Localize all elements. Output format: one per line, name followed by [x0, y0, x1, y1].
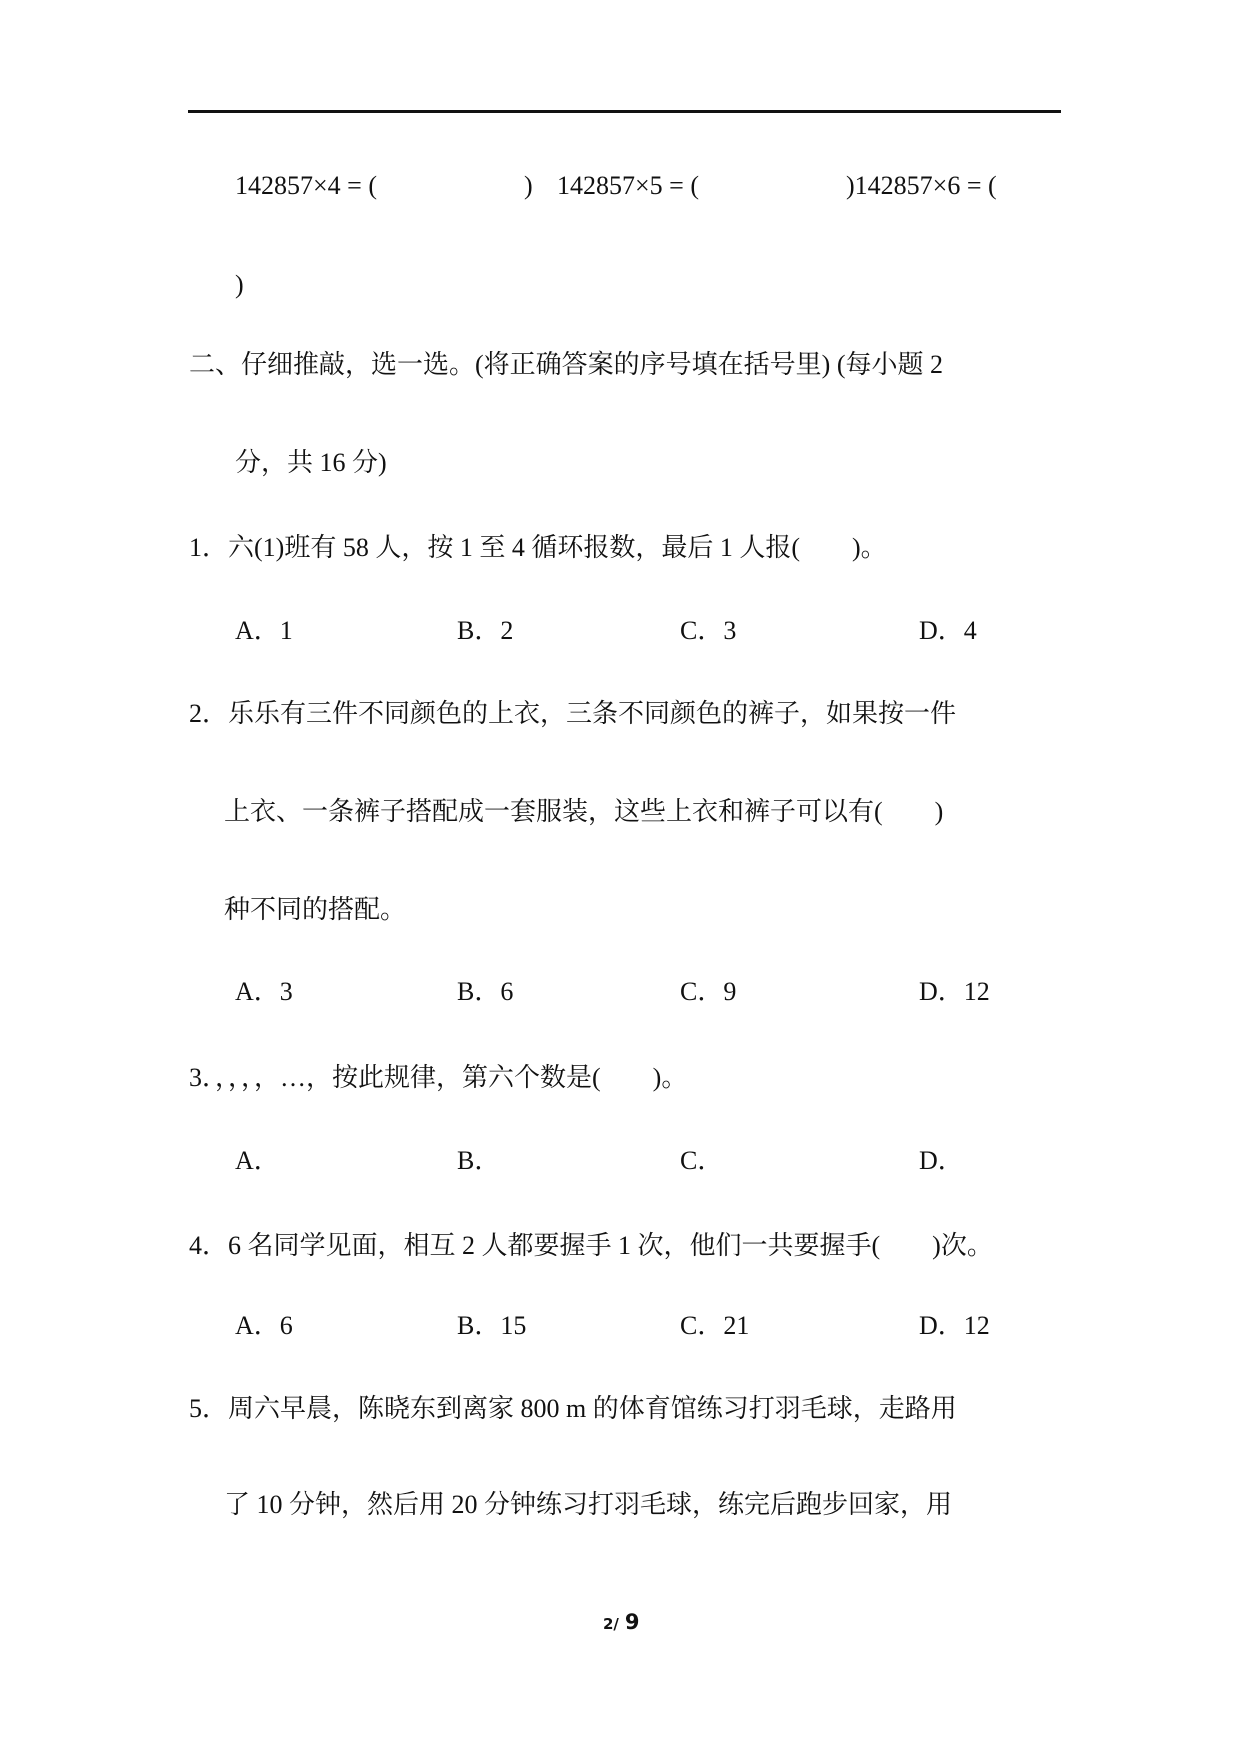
option-a: A．1: [235, 616, 293, 645]
equation-3: )142857×6 = (: [846, 171, 997, 200]
equation-3-close: ): [235, 270, 244, 299]
question-2-cont: 上衣、一条裤子搭配成一套服装，这些上衣和裤子可以有( ): [224, 797, 944, 826]
option-d: D．4: [919, 616, 977, 645]
question-1: 1．六(1)班有 58 人，按 1 至 4 循环报数，最后 1 人报( )。: [189, 533, 887, 562]
question-3: 3．，，，，…，按此规律，第六个数是( )。: [189, 1063, 688, 1092]
question-4: 4．6 名同学见面，相互 2 人都要握手 1 次，他们一共要握手( )次。: [189, 1231, 993, 1260]
option-b: B．15: [457, 1311, 527, 1340]
section-heading: 二、仔细推敲，选一选。(将正确答案的序号填在括号里) (每小题 2: [189, 350, 943, 379]
question-2: 2．乐乐有三件不同颜色的上衣，三条不同颜色的裤子，如果按一件: [189, 699, 957, 728]
header-rule: [188, 110, 1061, 113]
option-b: B．: [457, 1146, 501, 1175]
option-a: A．6: [235, 1311, 293, 1340]
option-d: D．: [919, 1146, 964, 1175]
option-c: C．3: [680, 616, 737, 645]
equation-1-close: ): [524, 171, 533, 200]
option-a: A．: [235, 1146, 280, 1175]
option-d: D．12: [919, 1311, 990, 1340]
equation-2: 142857×5 = (: [557, 171, 699, 200]
page-number: [603, 1610, 640, 1634]
option-c: C．9: [680, 977, 737, 1006]
option-d: D．12: [919, 977, 990, 1006]
equation-1: 142857×4 = (: [235, 171, 377, 200]
question-5: 5．周六早晨，陈晓东到离家 800 m 的体育馆练习打羽毛球，走路用: [189, 1394, 957, 1423]
question-2-cont: 种不同的搭配。: [224, 895, 407, 924]
option-c: C．: [680, 1146, 724, 1175]
option-b: B．2: [457, 616, 514, 645]
option-c: C．21: [680, 1311, 750, 1340]
option-a: A．3: [235, 977, 293, 1006]
page-current: 2/: [603, 1615, 619, 1633]
option-b: B．6: [457, 977, 514, 1006]
page-total: 9: [624, 1610, 640, 1634]
section-heading-cont: 分，共 16 分): [235, 448, 387, 477]
question-5-cont: 了 10 分钟，然后用 20 分钟练习打羽毛球，练完后跑步回家，用: [224, 1490, 953, 1519]
